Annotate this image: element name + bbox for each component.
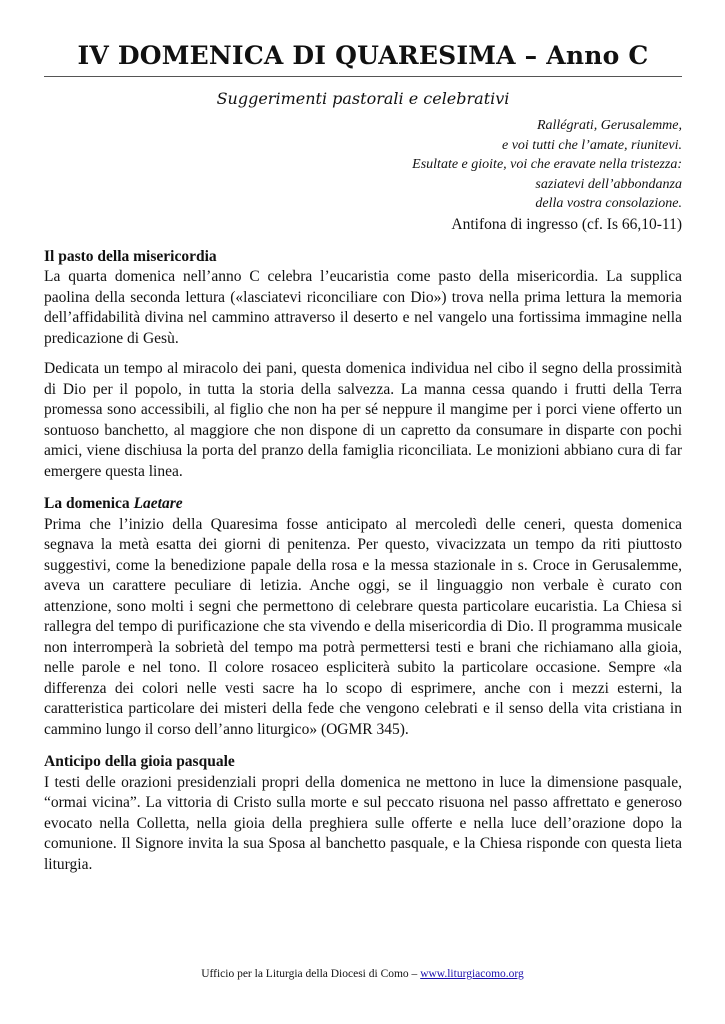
antiphon-line: Esultate e gioite, voi che eravate nella tristezza:: [412, 157, 682, 173]
paragraph: Dedicata un tempo al miracolo dei pani, questa domenica individua nel cibo il segno della prossimità di Dio per il popolo, in tutta la storia della salvezza. La manna cessa quando i frutti della Terra promessa sono accessibili, al figlio che non ha per sé neppure il mangime per i porci viene offerto un sontuoso banchetto, al maggiore che non dispone di un capretto da consumare in disparte con pochi amici, viene dischiusa la porta del pranzo della famiglia riconciliata. Le monizioni abbiano cura di far emergere questa linea.: [44, 360, 682, 480]
section-pasto-misericordia: [44, 247, 682, 483]
antiphon-line: Rallégrati, Gerusalemme,: [536, 118, 682, 133]
section-heading-text: La domenica: [44, 495, 134, 513]
footer-text: Ufficio per la Liturgia della Diocesi di Como –: [201, 968, 421, 980]
paragraph: I testi delle orazioni presidenziali propri della domenica ne mettono in luce la dimensione pasquale, “ormai vicina”. La vittoria di Cristo sulla morte e sul peccato risuona nel passo affrettato e generoso evocato nella Colletta, nella gioia della preghiera sulle offerte e nella luce dell’orazione dopo la comunione. Il Signore invita la sua Sposa al banchetto pasquale, e la Chiesa risponde con questa lieta liturgia.: [44, 773, 682, 873]
section-heading: [44, 752, 682, 773]
page-footer: [0, 967, 725, 981]
antiphon-line: della vostra consolazione.: [535, 196, 682, 212]
section-domenica-laetare: [44, 494, 682, 740]
paragraph: La quarta domenica nell’anno C celebra l’eucaristia come pasto della misericordia. La supplica paolina della seconda lettura («lasciatevi riconciliare con Dio») trova nella prima lettura la memoria dell’affidabilità divina nel cammino attraverso il deserto e nel vangelo una fortissima immagine nella predicazione di Gesù.: [44, 268, 682, 347]
section-heading-text: Il pasto della misericordia: [44, 247, 217, 265]
antiphon-line: saziatevi dell’abbondanza: [535, 176, 682, 192]
section-heading-text: Anticipo della gioia pasquale: [44, 753, 235, 771]
section-heading: [44, 494, 682, 515]
section-gioia-pasquale: [44, 752, 682, 875]
section-heading-italic: Laetare: [133, 495, 183, 513]
paragraph: Prima che l’inizio della Quaresima fosse anticipato al mercoledì delle ceneri, questa domenica segnava la metà esatta dei giorni di penitenza. Per questo, vivacizzata un tempo da riti piuttosto suggestivi, come la benedizione papale della rosa e la messa stazionale in s. Croce in Gerusalemme, aveva un carattere peculiare di letizia. Anche oggi, se il linguaggio non verbale è curato con attenzione, sono molti i segni che permettono di celebrare questa particolare eucaristia. La Chiesa si rallegra del tempo di purificazione che sta vivendo e della misericordia di Dio. Il programma musicale non interromperà la sobrietà del tempo ma potrà permettersi testi e brani che richiamano alla gioia, nelle parole e nel tono. Il colore rosaceo espliciterà subito la particolare occasione. Sempre «la differenza dei colori nelle vesti sacre ha lo scopo di esprimere, anche con i mezzi esterni, la caratteristica particolare dei misteri della fede che vengono celebrati e il senso della vita cristiana in cammino lungo il corso dell’anno liturgico» (OGMR 345).: [44, 515, 682, 738]
title-divider: [44, 76, 682, 77]
document-page: [44, 40, 682, 875]
antiphon-source: Antifona di ingresso (cf. Is 66,10-11): [451, 215, 682, 233]
page-title: IV DOMENICA DI QUARESIMA – Anno C: [77, 41, 649, 70]
antiphon-line: e voi tutti che l’amate, riunitevi.: [501, 137, 682, 153]
entrance-antiphon: [44, 116, 682, 214]
page-subtitle: Suggerimenti pastorali e celebrativi: [216, 89, 510, 108]
website-link[interactable]: www.liturgiacomo.org: [420, 968, 524, 980]
section-heading: [44, 247, 682, 268]
